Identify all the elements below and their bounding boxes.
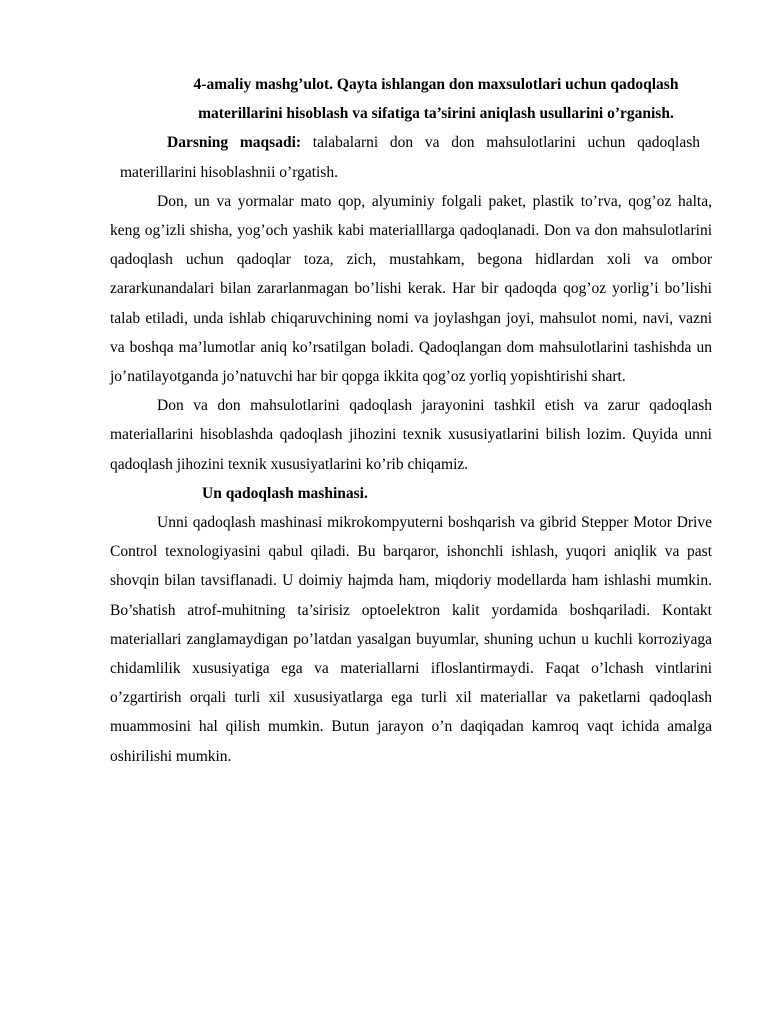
lesson-goal-label: Darsning maqsadi:: [167, 134, 302, 152]
paragraph-packaging-process: Don va don mahsulotlarini qadoqlash jarayonini tashkil etish va zarur qadoqlash materiallarini hisoblashda qadoqlash jihozini texnik xususiyatlarini bilish lozim. Quyida unni qadoqlash jihozini texnik xususiyatlarini ko’rib chiqamiz.: [110, 397, 712, 473]
paragraph-packaging-materials: Don, un va yormalar mato qop, alyuminiy folgali paket, plastik to’rva, qog’oz halta, keng og’izli shisha, yog’och yashik kabi materialllarga qadoqlanadi. Don va don mahsulotlarini qadoqlash uchun qadoqlar toza, zich, mustahkam, begona hidlardan xoli va ombor zararkunandalari bilan zararlanmagan bo’lishi kerak. Har bir qadoqda qog’oz yorlig’i bo’lishi talab etiladi, unda ishlab chiqaruvchining nomi va joylashgan joyi, mahsulot nomi, navi, vazni va boshqa ma’lumotlar aniq ko’rsatilgan boladi. Qadoqlangan dom mahsulotlarini tashishda un jo’natilayotganda jo’natuvchi har bir qopga ikkita qog’oz yorliq yopishtirishi shart.: [110, 192, 712, 386]
section-heading-flour-machine: Un qadoqlash mashinasi.: [202, 484, 368, 502]
document-title: 4-amaliy mashg’ulot. Qayta ishlangan don maxsulotlari uchun qadoqlash materillarini hisoblash va sifatiga ta’sirini aniqlash usullarini o’rganish.: [193, 76, 679, 123]
lesson-goal-text: talabalarni don va don mahsulotlarini uchun qadoqlash materillarini hisoblashnii o’rgatish.: [120, 134, 700, 181]
document-page: [110, 70, 712, 771]
lesson-goal: [110, 128, 712, 186]
paragraph-flour-machine: Unni qadoqlash mashinasi mikrokompyuterni boshqarish va gibrid Stepper Motor Drive Control texnologiyasini qabul qiladi. Bu barqaror, ishonchli ishlash, yuqori aniqlik va past shovqin bilan tavsiflanadi. U doimiy hajmda ham, miqdoriy modellarda ham ishlashi mumkin. Bo’shatish atrof-muhitning ta’sirisiz optoelektron kalit yordamida boshqariladi. Kontakt materiallari zanglamaydigan po’latdan yasalgan buyumlar, shuning uchun u kuchli korroziyaga chidamlilik xususiyatiga ega va materiallarni ifloslantirmaydi. Faqat o’lchash vintlarini o’zgartirish orqali turli xil xususiyatlarga ega turli xil materiallar va paketlarni qadoqlash muammosini hal qilish mumkin. Butun jarayon o’n daqiqadan kamroq vaqt ichida amalga oshirilishi mumkin.: [110, 514, 712, 765]
